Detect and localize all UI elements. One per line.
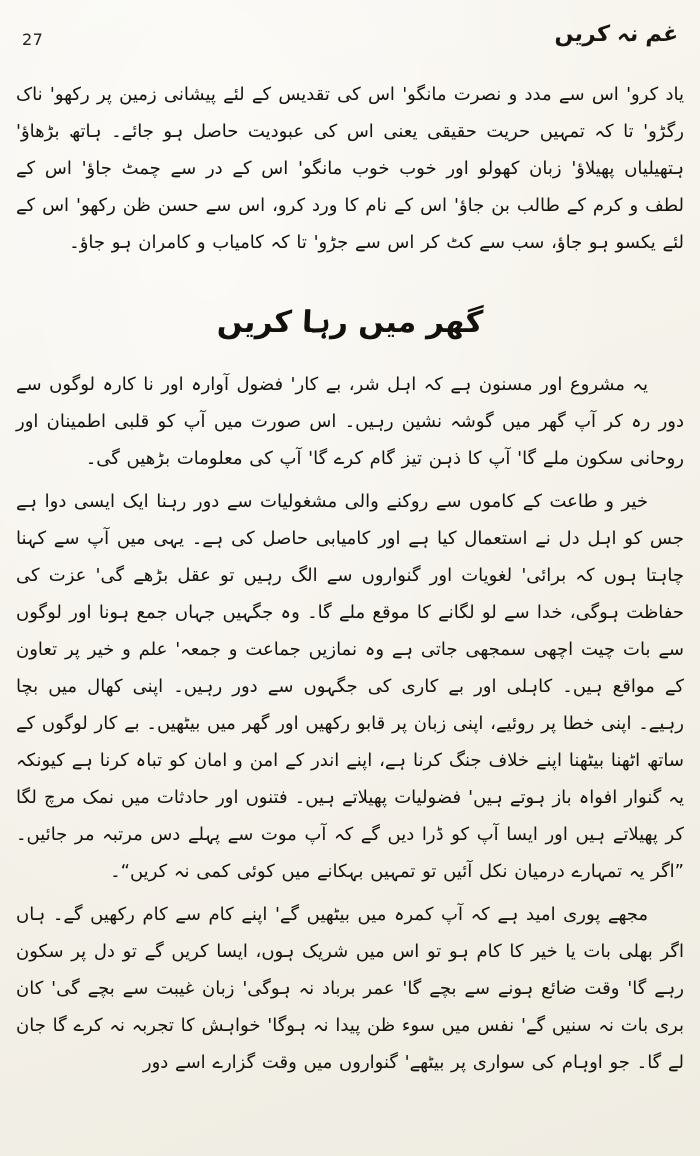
page-header	[16, 22, 684, 66]
running-title: غم نہ کریں	[553, 22, 679, 47]
paragraph-1: یاد کرو' اس سے مدد و نصرت مانگو' اس کی تقدیس کے لئے پیشانی زمین پر رکھو' ناک رگڑو' تا کہ تمہیں حریت حقیقی یعنی اس کی عبودیت حاصل ہو جائے۔ ہاتھ بڑھاؤ' ہتھیلیاں پھیلاؤ' زبان کھولو اور خوب خوب مانگو' اس کے در سے چمٹ جاؤ' اس کے لطف و کرم کے طالب بن جاؤ' اس کے نام کا ورد کرو، اس سے حسن ظن رکھو' اس کے لئے یکسو ہو جاؤ، سب سے کٹ کر اس سے جڑو' تا کہ کامیاب و کامران ہو جاؤ۔	[16, 84, 684, 253]
paragraph-4: مجھے پوری امید ہے کہ آپ کمرہ میں بیٹھیں گے' اپنے کام سے کام رکھیں گے۔ ہاں اگر بھلی بات یا خیر کا کام ہو تو اس میں شریک ہوں، ایسا کریں گے تو دل پر سکون رہے گا' وقت ضائع ہونے سے بچے گا' عمر برباد نہ ہوگی' زبان غیبت سے بچے گی' کان بری بات نہ سنیں گے' نفس میں سوء ظن پیدا نہ ہوگا' خواہش کا تجربہ نہ کرے گا جان لے گا۔ جو اوہام کی سواری پر بیٹھے' گنواروں میں وقت گزارے اسے دور	[16, 904, 684, 1073]
page-number: 27	[22, 30, 44, 49]
page-content	[16, 76, 684, 1081]
paragraph-2: یہ مشروع اور مسنون ہے کہ اہل شر، بے کار' فضول آوارہ اور نا کارہ لوگوں سے دور رہ کر آپ گھر میں گوشہ نشین رہیں۔ اس صورت میں آپ کو قلبی اطمینان اور روحانی سکون ملے گا' آپ کا ذہن تیز گام کرے گا' آپ کی معلومات بڑھیں گی۔	[16, 374, 684, 469]
paragraph-3: خیر و طاعت کے کاموں سے روکنے والی مشغولیات سے دور رہنا ایک ایسی دوا ہے جس کو اہل دل نے استعمال کیا ہے اور کامیابی حاصل کی ہے۔ یہی میں آپ سے کہنا چاہتا ہوں کہ برائی' لغویات اور گنواروں سے الگ رہیں تو عقل بڑھے گی' عزت کی حفاظت ہوگی، خدا سے لو لگانے کا موقع ملے گا۔ وہ جگہیں جہاں جمع ہونا اور لوگوں سے بات چیت اچھی سمجھی جاتی ہے وہ نمازیں جماعت و جمعہ' علم و خیر پر تعاون کے مواقع ہیں۔ کاہلی اور بے کاری کی جگہوں سے دور رہیں۔ اپنی کھال میں بچا رہیے۔ اپنی خطا پر روئیے، اپنی زبان پر قابو رکھیں اور گھر میں بیٹھیں۔ بے کار لوگوں کے ساتھ اٹھنا بیٹھنا اپنے خلاف جنگ کرنا ہے، اپنے اندر کے امن و امان کو تباہ کرنا ہے کیونکہ یہ گنوار افواہ باز ہوتے ہیں' فضولیات پھیلاتے ہیں۔ فتنوں اور حادثات میں نمک مرچ لگا کر پھیلاتے ہیں اور ایسا آپ کو ڈرا دیں گے کہ آپ موت سے پہلے دس مرتبہ مر جائیں۔ ”اگر یہ تمہارے درمیان نکل آئیں تو تمہیں بہکانے میں کوئی کمی نہ کریں“۔	[16, 491, 684, 882]
section-heading: گھر میں رہا کریں	[216, 305, 484, 340]
